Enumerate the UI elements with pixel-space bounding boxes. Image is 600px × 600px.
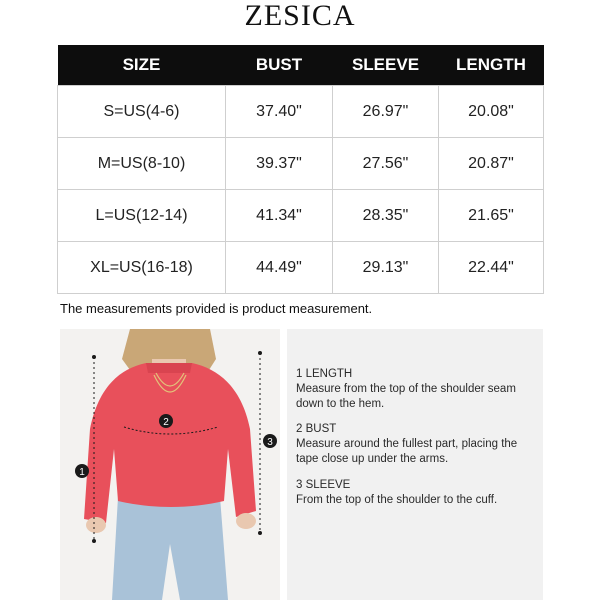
table-header-row (58, 45, 544, 86)
brand-logo: ZESICA (244, 0, 356, 32)
marker-sleeve (263, 434, 277, 448)
instruction-length (296, 367, 526, 412)
table-row (58, 86, 544, 138)
marker-bust (159, 414, 173, 428)
marker-sleeve-label: 3 (267, 437, 273, 448)
cell-sleeve: 26.97" (333, 86, 439, 138)
header-sleeve: SLEEVE (333, 45, 439, 86)
cell-size: XL=US(16-18) (58, 242, 226, 294)
instruction-bust (296, 422, 526, 467)
cell-bust: 37.40" (226, 86, 333, 138)
cell-length: 21.65" (439, 190, 544, 242)
instruction-length-text: Measure from the top of the shoulder seam down to the hem. (296, 383, 516, 410)
instruction-bust-title: 2 BUST (296, 423, 337, 435)
table-row (58, 138, 544, 190)
cell-length: 20.87" (439, 138, 544, 190)
cell-sleeve: 29.13" (333, 242, 439, 294)
marker-length (75, 464, 89, 478)
cell-size: S=US(4-6) (58, 86, 226, 138)
measurement-note: The measurements provided is product measurement. (60, 301, 373, 316)
instruction-sleeve-title: 3 SLEEVE (296, 479, 351, 491)
collar-shape (146, 363, 192, 373)
marker-bust-label: 2 (163, 417, 169, 428)
cell-length: 22.44" (439, 242, 544, 294)
table-row (58, 190, 544, 242)
cell-size: M=US(8-10) (58, 138, 226, 190)
cell-bust: 39.37" (226, 138, 333, 190)
cell-size: L=US(12-14) (58, 190, 226, 242)
cell-bust: 41.34" (226, 190, 333, 242)
instruction-sleeve-text: From the top of the shoulder to the cuff. (296, 494, 498, 506)
instruction-length-title: 1 LENGTH (296, 368, 353, 380)
header-bust: BUST (226, 45, 333, 86)
header-length: LENGTH (439, 45, 544, 86)
cell-sleeve: 28.35" (333, 190, 439, 242)
cell-sleeve: 27.56" (333, 138, 439, 190)
header-size: SIZE (58, 45, 226, 86)
jeans-shape (112, 497, 228, 600)
size-chart-table (57, 45, 544, 294)
cell-length: 20.08" (439, 86, 544, 138)
instruction-sleeve (296, 478, 526, 508)
instruction-bust-text: Measure around the fullest part, placing the tape close up under the arms. (296, 438, 518, 465)
sweater-shape (84, 363, 256, 523)
cell-bust: 44.49" (226, 242, 333, 294)
marker-length-label: 1 (79, 467, 85, 478)
table-row (58, 242, 544, 294)
model-photo (60, 329, 280, 600)
